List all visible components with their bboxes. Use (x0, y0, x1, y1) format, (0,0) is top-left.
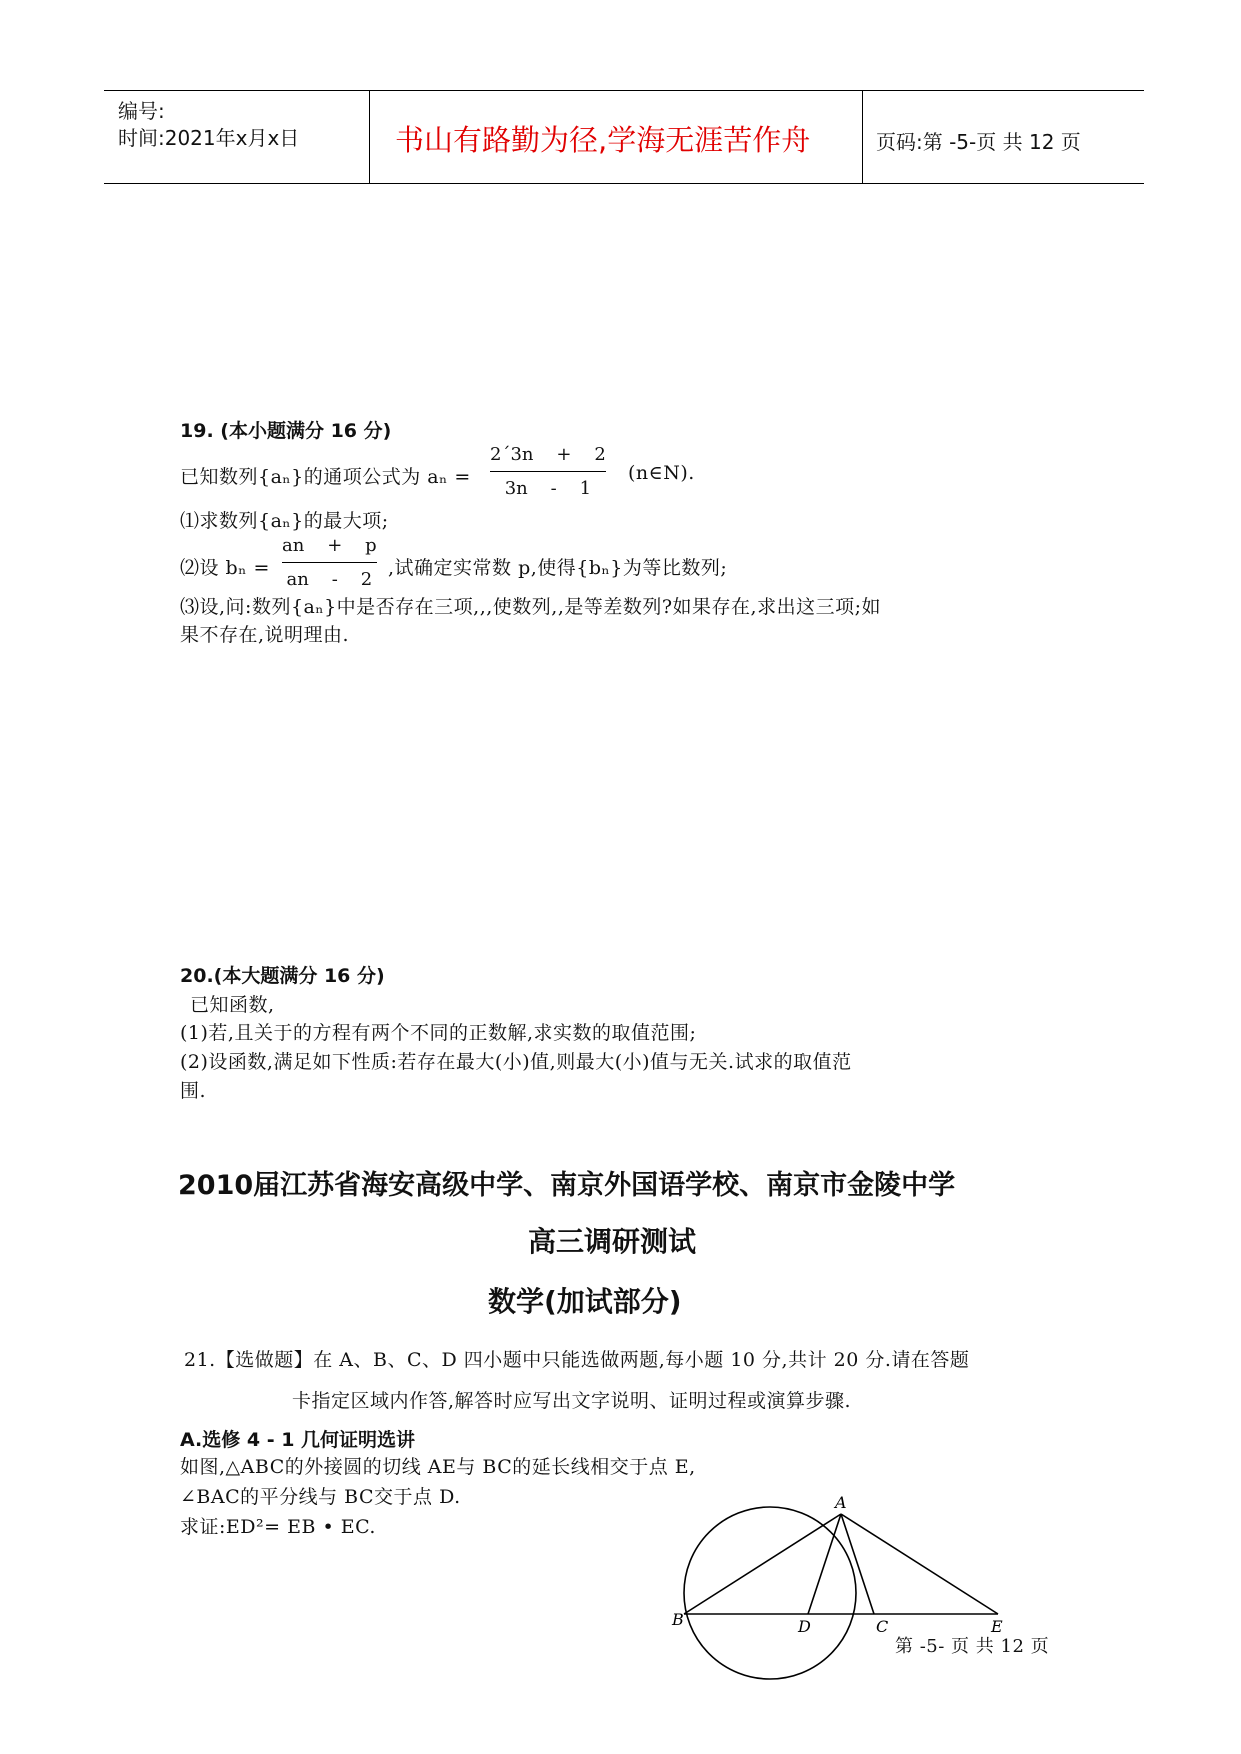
q21-line1: 21.【选做题】在 A、B、C、D 四小题中只能选做两题,每小题 10 分,共计 20 分.请在答题 (184, 1349, 970, 1371)
q19-frac1-numerator: 2´3n + 2 (490, 444, 606, 465)
segment-AC (841, 1514, 874, 1614)
q21-a-line1: 如图,△ABC的外接圆的切线 AE与 BC的延长线相交于点 E, (180, 1456, 696, 1478)
label-B: B (672, 1610, 684, 1629)
q19-fraction-an (490, 444, 606, 499)
q20-title: 20.(本大题满分 16 分) (180, 965, 385, 987)
q19-frac2-denominator: an - 2 (286, 569, 373, 590)
q20-line1: 已知函数, (190, 994, 275, 1016)
circumcircle (684, 1507, 856, 1679)
label-D: D (798, 1617, 811, 1636)
label-A: A (835, 1493, 847, 1512)
header-divider-right (862, 91, 863, 184)
q19-frac1-bar (490, 471, 606, 472)
serial-label: 编号: (118, 99, 165, 123)
q19-part3-line2: 果不存在,说明理由. (180, 624, 350, 646)
q19-part3-line1: ⑶设,问:数列{aₙ}中是否存在三项,,,使数列,,是等差数列?如果存在,求出这三项;如 (180, 596, 881, 618)
header-page-label: 页码:第 -5-页 共 12 页 (876, 130, 1081, 154)
time-label: 时间:2021年x月x日 (118, 126, 300, 150)
label-E: E (991, 1617, 1003, 1636)
segment-AD (808, 1514, 841, 1614)
header-divider-left (369, 91, 370, 184)
q19-fraction-bn (282, 535, 377, 590)
q21-a-line3: 求证:ED²= EB • EC. (180, 1516, 376, 1538)
q19-intro-prefix: 已知数列{aₙ}的通项公式为 aₙ = (180, 466, 471, 488)
q19-frac2-numerator: an + p (282, 535, 377, 556)
q19-frac1-denominator: 3n - 1 (504, 478, 592, 499)
tangent-AE (841, 1514, 998, 1614)
q19-part2-prefix: ⑵设 bₙ = (180, 557, 270, 579)
q21-line2: 卡指定区域内作答,解答时应写出文字说明、证明过程或演算步骤. (292, 1390, 852, 1412)
q19-part2-suffix: ,试确定实常数 p,使得{bₙ}为等比数列; (388, 557, 728, 579)
exam-title-subject: 数学(加试部分) (488, 1285, 682, 1318)
q19-title: 19. (本小题满分 16 分) (180, 420, 392, 442)
q20-line3: (2)设函数,满足如下性质:若存在最大(小)值,则最大(小)值与无关.试求的取值范 (180, 1051, 852, 1073)
q19-intro-suffix: (n∈N). (628, 462, 695, 484)
label-C: C (876, 1617, 889, 1636)
header-bottom-rule (104, 183, 1144, 184)
header-top-rule (104, 90, 1144, 91)
exam-title-schools: 2010届江苏省海安高级中学、南京外国语学校、南京市金陵中学 (178, 1170, 956, 1201)
exam-title-survey: 高三调研测试 (528, 1225, 697, 1258)
q19-frac2-bar (282, 562, 377, 563)
q21-a-line2: ∠BAC的平分线与 BC交于点 D. (180, 1486, 461, 1508)
q20-line4: 围. (180, 1080, 207, 1102)
geometry-figure (672, 1490, 1020, 1690)
q21-section-a-title: A.选修 4 - 1 几何证明选讲 (180, 1429, 416, 1451)
q19-part1: ⑴求数列{aₙ}的最大项; (180, 510, 389, 532)
segment-AB (684, 1514, 841, 1614)
header-motto: 书山有路勤为径,学海无涯苦作舟 (395, 123, 811, 157)
q20-line2: (1)若,且关于的方程有两个不同的正数解,求实数的取值范围; (180, 1022, 697, 1044)
footer-page-number: 第 -5- 页 共 12 页 (895, 1636, 1050, 1657)
